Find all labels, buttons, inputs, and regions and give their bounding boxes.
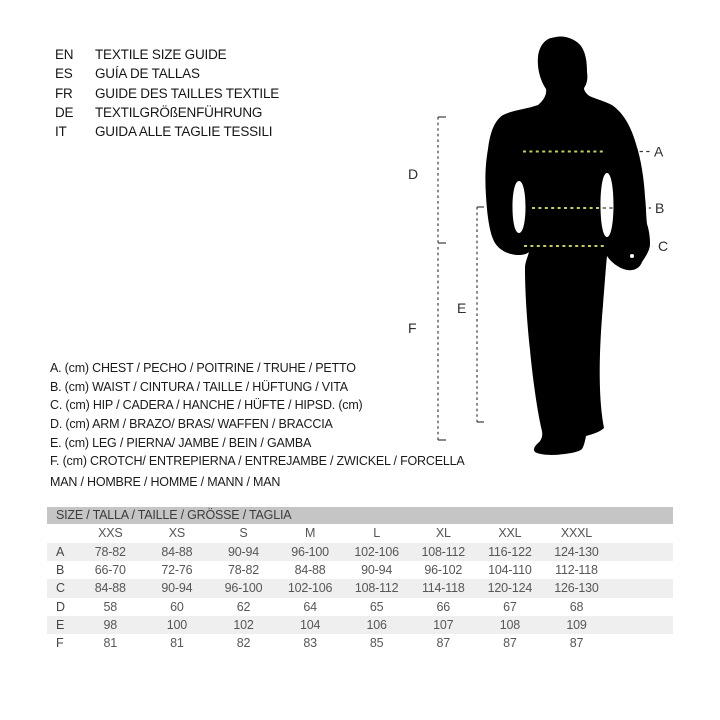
cell: 100 <box>166 617 188 632</box>
legend-item-crotch: F. (cm) CROTCH/ ENTREPIERNA / ENTREJAMBE / ZWICKEL / FORCELLA <box>50 454 465 469</box>
cell: 98 <box>103 617 118 632</box>
cell: 64 <box>303 599 317 614</box>
cell: 84-88 <box>294 563 326 578</box>
cell: 62 <box>236 599 251 614</box>
language-row-en <box>55 45 279 64</box>
cell: 87 <box>503 635 517 650</box>
cell: 108-112 <box>421 545 466 559</box>
col-m: M <box>304 526 316 540</box>
cell: 96-100 <box>224 581 263 596</box>
cell: 67 <box>503 599 517 614</box>
cell: 102-106 <box>354 545 399 559</box>
guide-title-fr: GUIDE DES TAILLES TEXTILE <box>95 85 280 101</box>
cell: 58 <box>103 599 118 614</box>
cell: 124-130 <box>554 545 599 559</box>
cell: 83 <box>303 635 317 650</box>
legend-item-chest: A. (cm) CHEST / PECHO / POITRINE / TRUHE / PETTO <box>50 361 356 375</box>
col-l: L <box>373 526 381 540</box>
cell: 65 <box>369 599 384 614</box>
col-s: S <box>239 526 248 540</box>
marker-label-e: E <box>457 300 467 316</box>
marker-label-a: A <box>654 143 664 160</box>
guide-title-es: GUÍA DE TALLAS <box>95 66 200 82</box>
cell: 60 <box>170 599 184 614</box>
language-row-fr <box>55 84 279 103</box>
table-row-f <box>47 634 673 652</box>
cell: 90-94 <box>227 545 259 559</box>
size-table-header-bar: SIZE / TALLA / TAILLE / GRÖSSE / TAGLIA <box>47 507 673 524</box>
marker-label-c: C <box>658 238 669 254</box>
cell: 82 <box>236 635 251 650</box>
gender-line: MAN / HOMBRE / HOMME / MANN / MAN <box>50 475 281 490</box>
marker-label-d: D <box>408 166 419 182</box>
cell: 84-88 <box>161 545 193 559</box>
size-columns-row <box>47 524 673 543</box>
cell: 112-118 <box>555 563 598 578</box>
cell: 81 <box>103 635 118 650</box>
cell: 72-76 <box>161 563 193 578</box>
language-row-it <box>55 122 279 141</box>
cell: 78-82 <box>227 563 259 578</box>
cell: 96-102 <box>424 563 463 578</box>
row-label: A <box>56 545 65 559</box>
language-row-de <box>55 103 279 122</box>
language-row-es <box>55 64 279 83</box>
cell: 84-88 <box>94 581 126 596</box>
guide-title-de: TEXTILGRÖßENFÜHRUNG <box>95 104 263 120</box>
table-row-e <box>47 616 673 634</box>
language-code: DE <box>55 104 74 120</box>
cell: 116-122 <box>488 545 532 559</box>
cell: 87 <box>436 635 451 650</box>
language-code: EN <box>55 47 74 62</box>
col-xxxl: XXXL <box>560 526 593 540</box>
table-row-c <box>47 579 673 597</box>
cell: 90-94 <box>161 581 193 596</box>
cell: 104-110 <box>488 563 532 578</box>
corner-cell <box>47 524 77 543</box>
cell: 106 <box>366 617 387 632</box>
marker-label-b: B <box>655 200 665 216</box>
size-table <box>47 507 673 652</box>
language-title-list <box>55 45 279 141</box>
col-xs: XS <box>168 526 186 540</box>
language-code: IT <box>55 124 67 140</box>
cell: 87 <box>569 635 584 650</box>
cell: 114-118 <box>421 581 465 596</box>
measurement-legend <box>50 359 464 492</box>
cell: 66-70 <box>94 563 126 578</box>
cell: 85 <box>369 635 384 650</box>
cell: 78-82 <box>94 545 126 559</box>
guide-title-en: TEXTILE SIZE GUIDE <box>95 47 227 62</box>
cell: 108-112 <box>354 581 399 596</box>
table-row-a <box>47 543 673 561</box>
cell: 81 <box>170 635 184 650</box>
cell: 68 <box>569 599 584 614</box>
cell: 109 <box>566 617 587 632</box>
cell: 104 <box>299 617 321 632</box>
language-code: ES <box>55 66 73 82</box>
legend-item-hip: C. (cm) HIP / CADERA / HANCHE / HÜFTE / HIPSD. (cm) <box>50 398 363 413</box>
col-xxl: XXL <box>498 526 522 540</box>
legend-item-leg: E. (cm) LEG / PIERNA/ JAMBE / BEIN / GAMBA <box>50 435 312 450</box>
row-label: E <box>56 617 65 632</box>
cell: 96-100 <box>291 545 329 559</box>
cell: 126-130 <box>554 581 599 596</box>
cell: 102-106 <box>287 581 333 596</box>
col-xl: XL <box>435 526 451 540</box>
guide-title-it: GUIDA ALLE TAGLIE TESSILI <box>95 124 273 140</box>
cell: 107 <box>433 617 454 632</box>
language-code: FR <box>55 85 73 101</box>
row-label: F <box>56 635 64 650</box>
row-label: C <box>56 581 65 596</box>
man-silhouette <box>485 36 650 454</box>
cell: 108 <box>499 617 520 632</box>
cell: 120-124 <box>487 581 533 596</box>
cell: 66 <box>436 599 451 614</box>
row-label: D <box>56 599 65 614</box>
row-label: B <box>56 563 65 578</box>
marker-label-f: F <box>408 320 417 336</box>
table-row-d <box>47 598 673 616</box>
col-xxs: XXS <box>98 526 123 540</box>
hand-notch-detail <box>630 254 634 258</box>
legend-item-arm: D. (cm) ARM / BRAZO/ BRAS/ WAFFEN / BRACCIA <box>50 417 333 432</box>
table-row-b <box>47 561 673 579</box>
legend-item-waist: B. (cm) WAIST / CINTURA / TAILLE / HÜFTUNG / VITA <box>50 379 348 394</box>
cell: 102 <box>233 617 254 632</box>
cell: 90-94 <box>361 563 393 578</box>
